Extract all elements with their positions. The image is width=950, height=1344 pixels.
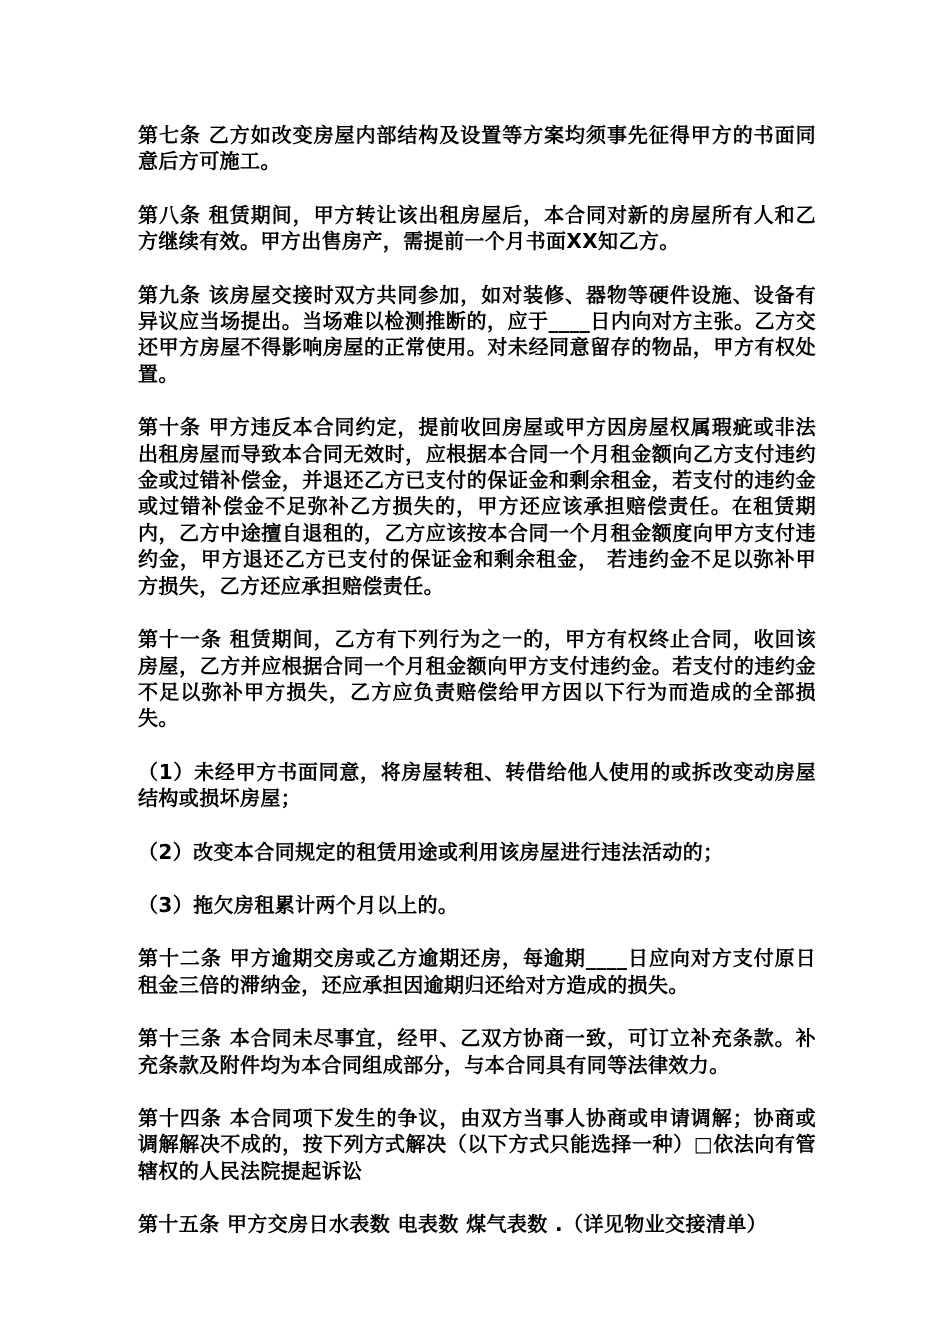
- article-10: 第十条 甲方违反本合同约定，提前收回房屋或甲方因房屋权属瑕疵或非法出租房屋而导致本合同无效时，应根据本合同一个月租金额向乙方支付违约金或过错补偿金，并退还乙方已支付的保证金和剩余租金，若支付的违约金或过错补偿金不足弥补乙方损失的，甲方还应该承担赔偿责任。在租赁期内，乙方中途擅自退租的，乙方应该按本合同一个月租金额度向甲方支付违约金，甲方退还乙方已支付的保证金和剩余租金， 若违约金不足以弥补甲方损失，乙方还应承担赔偿责任。: [138, 415, 816, 598]
- article-8: 第八条 租赁期间，甲方转让该出租房屋后，本合同对新的房屋所有人和乙方继续有效。甲方出售房产，需提前一个月书面XX知乙方。: [138, 202, 816, 254]
- article-11-item-3: （3）拖欠房租累计两个月以上的。: [138, 892, 459, 917]
- article-7: 第七条 乙方如改变房屋内部结构及设置等方案均须事先征得甲方的书面同意后方可施工。: [138, 123, 816, 174]
- article-13: 第十三条 本合同未尽事宜，经甲、乙双方协商一致，可订立补充条款。补充条款及附件均为本合同组成部分，与本合同具有同等法律效力。: [138, 1026, 816, 1077]
- article-9: 第九条 该房屋交接时双方共同参加，如对装修、器物等硬件设施、设备有异议应当场提出。当场难以检测推断的，应于____日内向对方主张。乙方交还甲方房屋不得影响房屋的正常使用。对未经同意留存的物品，甲方有权处置。: [138, 282, 816, 386]
- article-12: 第十二条 甲方逾期交房或乙方逾期还房，每逾期____日应向对方支付原日租金三倍的滞纳金，还应承担因逾期归还给对方造成的损失。: [138, 946, 816, 997]
- article-15: 第十五条 甲方交房日水表数 电表数 煤气表数 .（详见物业交接清单）: [138, 1212, 768, 1237]
- article-11-item-2: （2）改变本合同规定的租赁用途或利用该房屋进行违法活动的；: [138, 839, 724, 864]
- article-14: 第十四条 本合同项下发生的争议，由双方当事人协商或申请调解；协商或调解解决不成的，按下列方式解决（以下方式只能选择一种）□依法向有管辖权的人民法院提起诉讼: [138, 1105, 816, 1183]
- article-11-item-1: （1）未经甲方书面同意，将房屋转租、转借给他人使用的或拆改变动房屋结构或损坏房屋；: [138, 759, 816, 811]
- document-page: [138, 122, 816, 1265]
- article-11: 第十一条 租赁期间，乙方有下列行为之一的，甲方有权终止合同，收回该房屋，乙方并应根据合同一个月租金额向甲方支付违约金。若支付的违约金不足以弥补甲方损失，乙方应负责赔偿给甲方因以下行为而造成的全部损失。: [138, 627, 816, 731]
